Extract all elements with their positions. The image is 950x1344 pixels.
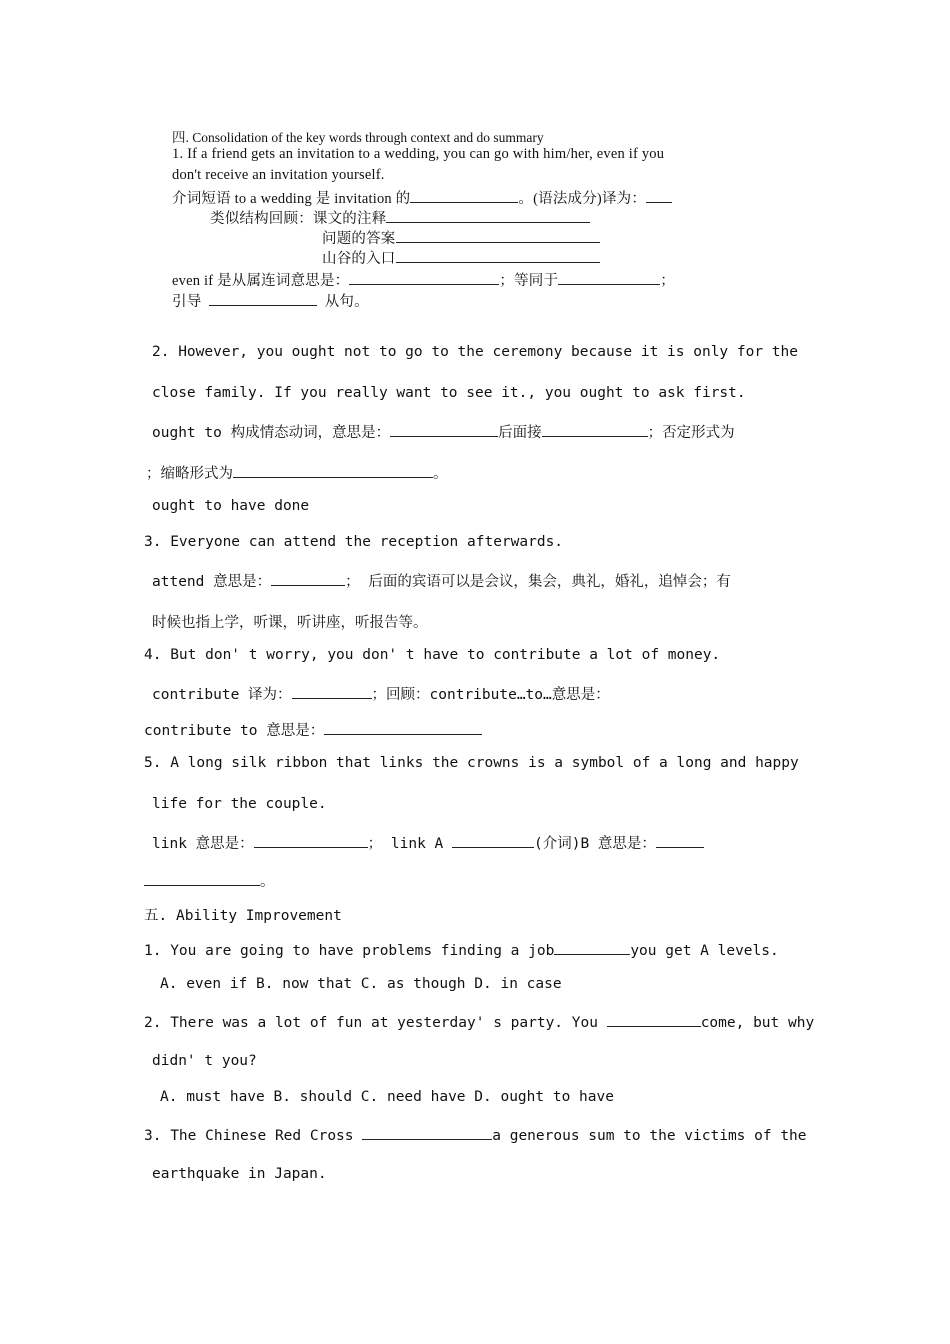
answer-blank[interactable] — [349, 270, 499, 285]
evenif-text-c: ； — [660, 273, 675, 289]
q4-note-c-line — [144, 719, 482, 740]
valley-line — [322, 247, 600, 268]
q3-note-c: 时候也指上学，听课，听讲座，听报告等。 — [152, 615, 428, 631]
answer-blank[interactable] — [410, 188, 518, 203]
answer-blank[interactable] — [324, 720, 482, 735]
answer-blank[interactable] — [396, 248, 600, 263]
lead-text-a: 引导 — [172, 294, 202, 310]
answer-line — [322, 227, 600, 248]
q1-prep-text-b: 。(语法成分)译为： — [518, 191, 647, 207]
q2-line1: 2. However, you ought not to go to the ceremony because it is only for the — [152, 344, 799, 360]
q2-note-a: ought to 构成情态动词，意思是： — [152, 425, 391, 441]
q3-line: 3. Everyone can attend the reception afterwards. — [144, 534, 564, 550]
answer-blank[interactable] — [209, 291, 317, 306]
q2-note-e: 。 — [433, 466, 448, 482]
q3-note-line — [152, 570, 731, 591]
answer-blank[interactable] — [386, 208, 590, 223]
q1-line2: don't receive an invitation yourself. — [172, 167, 385, 183]
q1-prep-line — [172, 187, 672, 208]
q2-note-d: ；缩略形式为 — [146, 466, 233, 482]
q2-line2: close family. If you really want to see it., you ought to ask first. — [152, 385, 746, 401]
answer-blank[interactable] — [362, 1125, 492, 1140]
q2-note-line — [152, 421, 735, 442]
evenif-line — [172, 269, 675, 290]
answer-blank[interactable] — [607, 1012, 701, 1027]
q4-note-b: ；回顾：contribute…to…意思是： — [371, 687, 610, 703]
s5-q2-options: A. must have B. should C. need have D. ought to have — [160, 1089, 614, 1105]
answer-blank[interactable] — [554, 940, 630, 955]
s5-q1-options: A. even if B. now that C. as though D. in case — [160, 976, 562, 992]
similar-line — [210, 207, 590, 228]
answer-blank[interactable] — [396, 228, 600, 243]
answer-blank[interactable] — [254, 833, 368, 848]
s5-q3-c: earthquake in Japan. — [152, 1166, 327, 1182]
lead-line — [172, 290, 369, 311]
s5-q3-line — [144, 1125, 807, 1144]
q2-note-c: ；否定形式为 — [647, 425, 735, 441]
s5-q3-b: a generous sum to the victims of the — [492, 1128, 807, 1144]
s5-q2-a: 2. There was a lot of fun at yesterday' s party. You — [144, 1015, 598, 1031]
s5-q2-line — [144, 1012, 814, 1031]
q3-note-a: attend 意思是： — [152, 574, 272, 590]
answer-blank[interactable] — [452, 833, 534, 848]
answer-blank[interactable] — [542, 422, 648, 437]
s5-q3-a: 3. The Chinese Red Cross — [144, 1128, 354, 1144]
q5-end-line — [144, 870, 275, 891]
q4-note-line — [152, 683, 610, 704]
evenif-text-a: even if 是从属连词意思是： — [172, 273, 350, 289]
q5-line1: 5. A long silk ribbon that links the crowns is a symbol of a long and happy — [144, 755, 799, 771]
q5-note-line — [152, 832, 704, 853]
q4-note-c: contribute to 意思是： — [144, 723, 325, 739]
q4-line: 4. But don' t worry, you don' t have to contribute a lot of money. — [144, 647, 721, 663]
answer-blank[interactable] — [292, 684, 372, 699]
q5-note-end: 。 — [260, 874, 275, 890]
q5-note-a: link 意思是： — [152, 836, 254, 852]
s5-q1-b: you get A levels. — [630, 943, 779, 959]
q2-note-b: 后面接 — [498, 425, 542, 441]
q1-prep-text-a: 介词短语 to a wedding 是 invitation 的 — [172, 191, 411, 207]
q2-short-line — [146, 462, 448, 483]
similar-label: 类似结构回顾：课文的注释 — [210, 211, 387, 227]
s5-q2-b: come, but why — [700, 1015, 815, 1031]
answer-blank[interactable] — [390, 422, 498, 437]
answer-blank[interactable] — [144, 871, 260, 886]
q5-line2: life for the couple. — [152, 796, 327, 812]
answer-label: 问题的答案 — [322, 231, 396, 247]
q1-line1: 1. If a friend gets an invitation to a wedding, you can go with him/her, even if you — [172, 146, 665, 162]
answer-blank[interactable] — [558, 270, 660, 285]
answer-blank[interactable] — [233, 463, 433, 478]
valley-label: 山谷的入口 — [322, 251, 396, 267]
s5-q2-c: didn' t you? — [152, 1053, 257, 1069]
answer-blank[interactable] — [271, 571, 345, 586]
s5-q1-line — [144, 940, 779, 959]
evenif-text-b: ；等同于 — [499, 273, 559, 289]
q2-ought-have: ought to have done — [152, 498, 310, 514]
q5-note-b: ； link A — [367, 836, 444, 852]
answer-blank[interactable] — [646, 188, 672, 203]
section5-heading: 五. Ability Improvement — [144, 908, 342, 924]
q4-note-a: contribute 译为： — [152, 687, 292, 703]
s5-q1-a: 1. You are going to have problems finding a job — [144, 943, 555, 959]
q3-note-b: ； 后面的宾语可以是会议，集会，典礼，婚礼，追悼会；有 — [345, 574, 731, 590]
answer-blank[interactable] — [656, 833, 704, 848]
q5-note-c: (介词)B 意思是： — [534, 836, 656, 852]
lead-text-b: 从句。 — [324, 294, 369, 310]
section4-heading: 四. Consolidation of the key words through context and do summary — [172, 130, 544, 145]
